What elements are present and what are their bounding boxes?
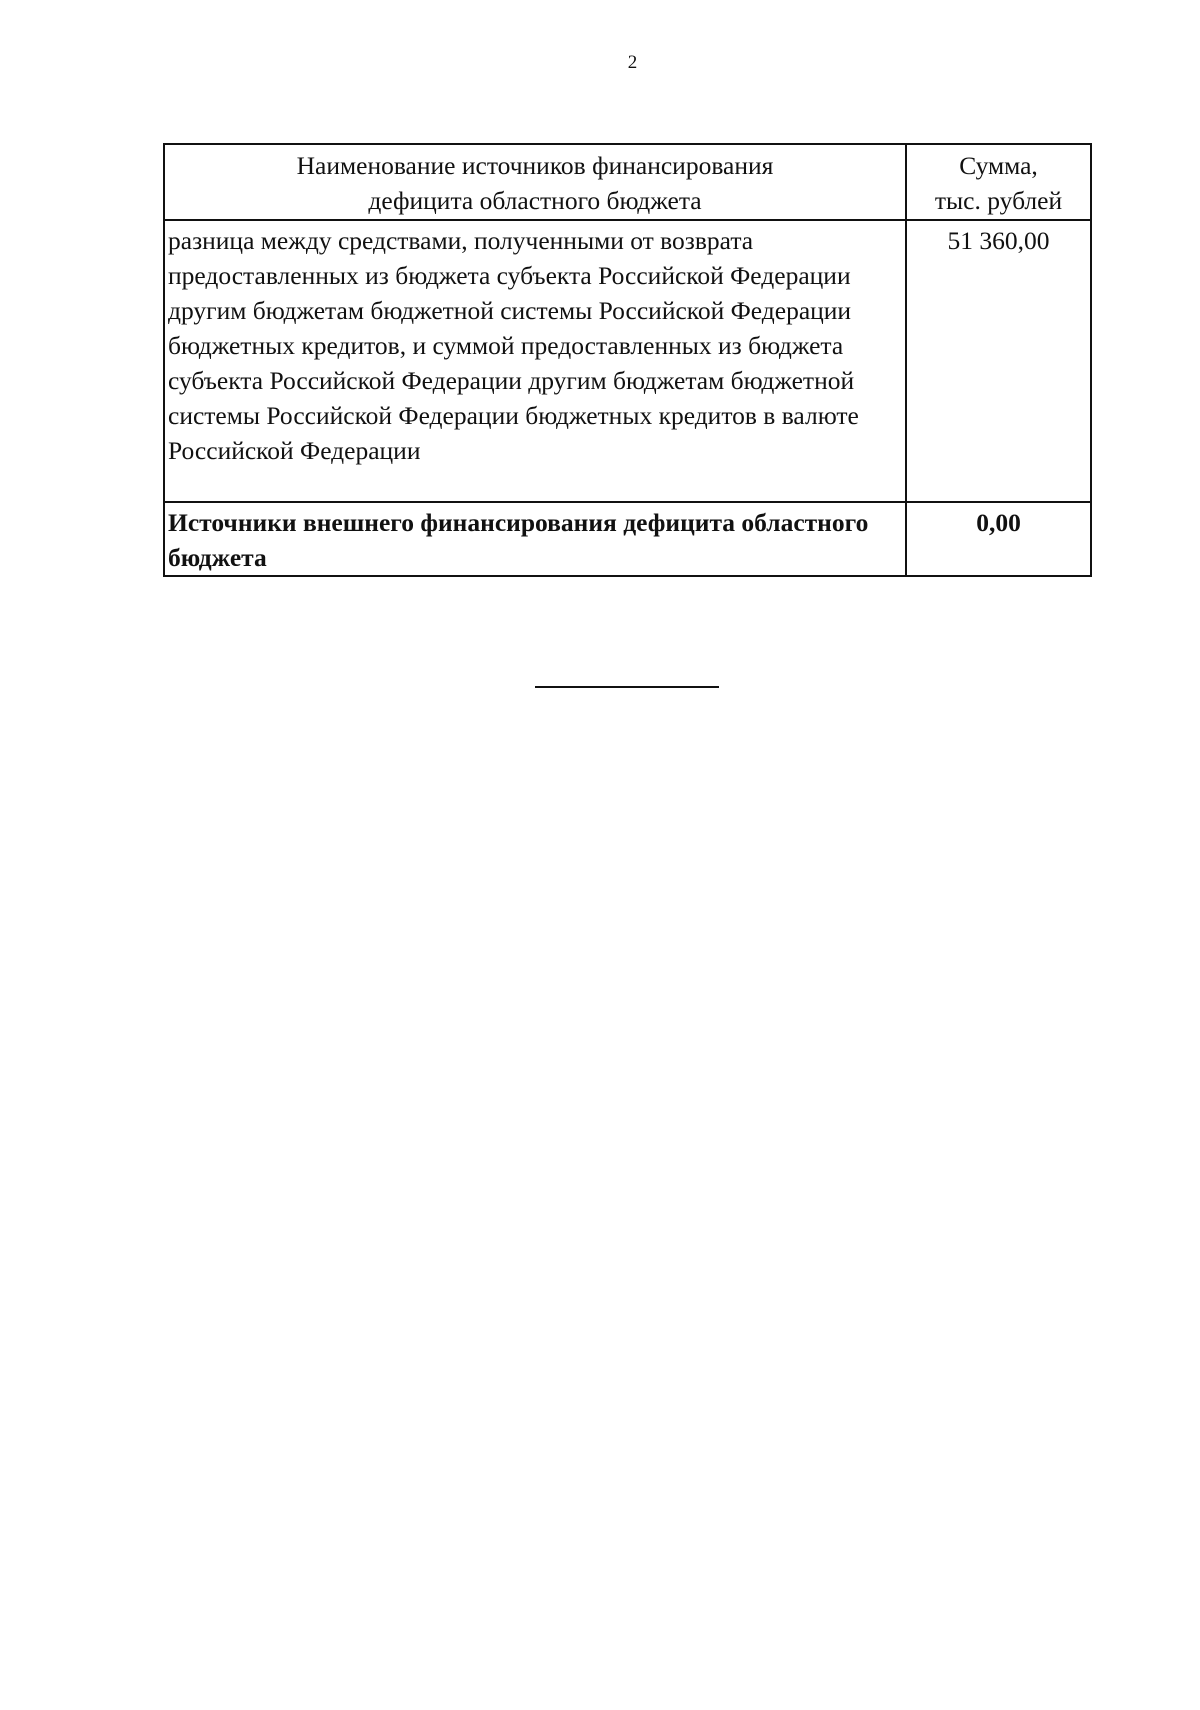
table-header-row (164, 144, 1091, 220)
table-row-total (164, 502, 1091, 576)
page-number: 2 (627, 52, 638, 73)
end-of-document-rule (535, 686, 719, 688)
source-sum-cell: 51 360,00 (906, 220, 1091, 502)
column-header-name-line2: дефицита областного бюджета (368, 186, 702, 215)
column-header-sum-line1: Сумма, (959, 151, 1038, 180)
table-row (164, 220, 1091, 502)
total-name-cell: Источники внешнего финансирования дефицита областного бюджета (164, 502, 906, 576)
column-header-name (164, 144, 906, 220)
column-header-name-line1: Наименование источников финансирования (296, 151, 774, 180)
source-name-cell: разница между средствами, полученными от возврата предоставленных из бюджета субъекта Российской Федерации другим бюджетам бюджетной системы Российской Федерации бюджетных кредитов, и суммой предоставленных из бюджета субъекта Российской Федерации другим бюджетам бюджетной системы Российской Федерации бюджетных кредитов в валюте Российской Федерации (164, 220, 906, 502)
column-header-sum (906, 144, 1091, 220)
financing-sources-table (163, 143, 1092, 577)
total-sum-cell: 0,00 (906, 502, 1091, 576)
column-header-sum-line2: тыс. рублей (934, 186, 1063, 215)
